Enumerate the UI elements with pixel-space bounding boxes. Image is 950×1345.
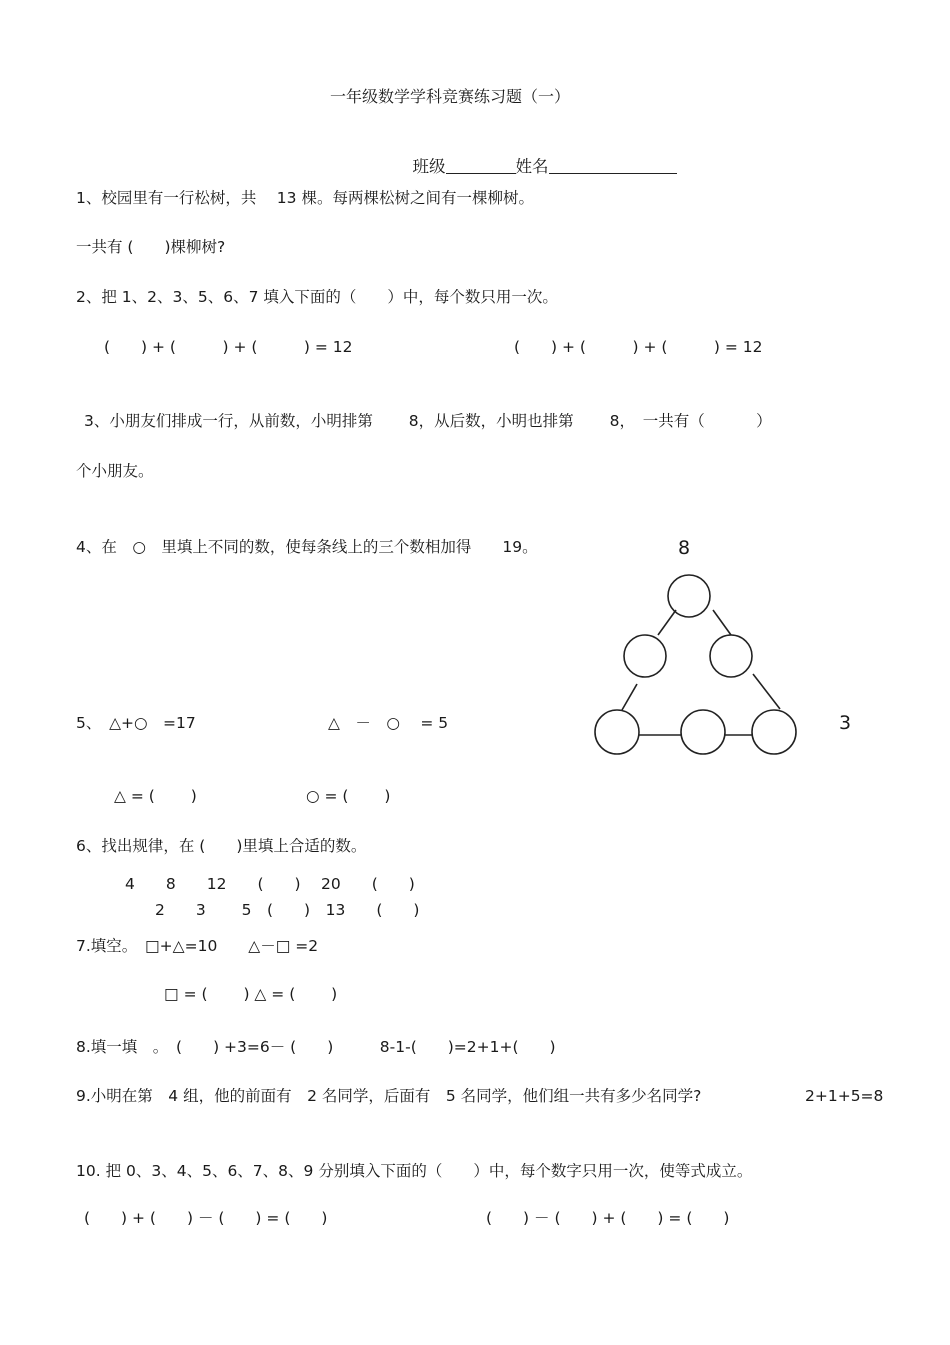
class-blank <box>446 157 516 174</box>
q4-side-number: 3 <box>839 712 852 734</box>
q4-top-number: 8 <box>678 537 691 559</box>
q5-answer-2: ○ = ( ) <box>306 787 391 805</box>
q9-line1: 9.小明在第 4 组，他的前面有 2 名同学，后面有 5 名同学，他们组一共有多少名同学? <box>76 1087 702 1105</box>
triangle-circle-diagram <box>580 525 800 765</box>
q6-line1: 6、找出规律，在 ( )里填上合适的数。 <box>76 837 367 855</box>
class-label: 班级 <box>412 156 446 176</box>
diagram-circle-mid-right[interactable] <box>710 635 752 677</box>
q1-line2: 一共有 ( )棵柳树? <box>76 238 226 256</box>
q2-equation-right: ( ) + ( ) + ( ) = 12 <box>514 338 763 356</box>
q4-line1: 4、在 ○ 里填上不同的数，使每条线上的三个数相加得 19。 <box>76 538 538 556</box>
q8-line1: 8.填一填 。 ( ) +3=6－ ( ) 8-1-( )=2+1+( ) <box>76 1038 556 1056</box>
q3-line2: 个小朋友。 <box>76 462 154 480</box>
q9-answer: 2+1+5=8 <box>805 1087 884 1105</box>
q10-equation-left: ( ) + ( ) － ( ) = ( ) <box>84 1209 328 1227</box>
q2-line1: 2、把 1、2、3、5、6、7 填入下面的（ ）中，每个数只用一次。 <box>76 288 558 306</box>
diagram-line-top-right <box>713 610 731 635</box>
page-title: 一年级数学学科竞赛练习题（一） <box>330 87 571 106</box>
q1-line1: 1、校园里有一行松树，共 13 棵。每两棵松树之间有一棵柳树。 <box>76 189 534 207</box>
q5-answer-1: △ = ( ) <box>114 787 197 805</box>
diagram-circle-top[interactable] <box>668 575 710 617</box>
name-label: 姓名 <box>515 156 549 176</box>
q6-sequence-1: 4 8 12 ( ) 20 ( ) <box>125 875 415 893</box>
q5-equation-2: △ － ○ = 5 <box>328 714 449 732</box>
q5-equation-1: 5、 △+○ =17 <box>76 714 196 732</box>
name-blank <box>549 157 677 174</box>
diagram-circle-bottom-right[interactable] <box>752 710 796 754</box>
q10-line1: 10. 把 0、3、4、5、6、7、8、9 分别填入下面的（ ）中，每个数字只用一次，使等式成立。 <box>76 1162 753 1180</box>
diagram-line-top-left <box>658 610 676 635</box>
q7-line1: 7.填空。 □+△=10 △－□ =2 <box>76 937 319 955</box>
q7-line2: □ = ( ) △ = ( ) <box>164 985 338 1003</box>
diagram-line-mid-left <box>622 684 637 710</box>
student-info <box>402 137 677 177</box>
q2-equation-left: ( ) + ( ) + ( ) = 12 <box>104 338 353 356</box>
diagram-line-mid-right <box>753 674 780 709</box>
diagram-circle-bottom-left[interactable] <box>595 710 639 754</box>
diagram-circle-mid-left[interactable] <box>624 635 666 677</box>
diagram-circle-bottom-middle[interactable] <box>681 710 725 754</box>
q3-line1: 3、小朋友们排成一行，从前数，小明排第 8，从后数，小明也排第 8， 一共有（ ） <box>84 412 772 430</box>
q6-sequence-2: 2 3 5 ( ) 13 ( ) <box>155 901 420 919</box>
q10-equation-right: ( ) － ( ) + ( ) = ( ) <box>486 1209 730 1227</box>
